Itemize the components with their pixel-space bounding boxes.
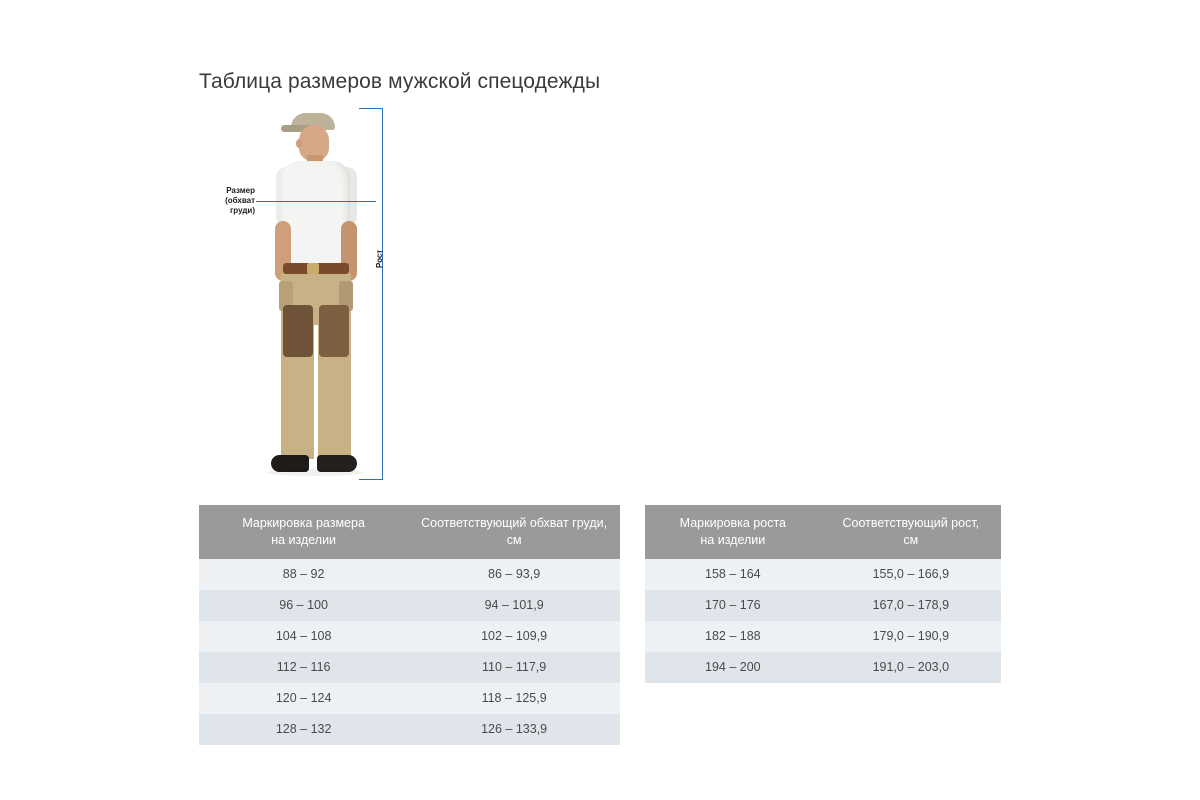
height-table-head bbox=[645, 505, 1001, 559]
chest-measurement-label bbox=[199, 186, 255, 216]
table-row bbox=[199, 652, 620, 683]
header-line-2: на изделии bbox=[271, 533, 337, 547]
cell-marking: 194 – 200 bbox=[645, 652, 821, 683]
table-row bbox=[199, 590, 620, 621]
cell-value: 167,0 – 178,9 bbox=[821, 590, 1001, 621]
height-table-body bbox=[645, 559, 1001, 683]
header-line-2: см bbox=[506, 533, 522, 547]
cell-value: 179,0 – 190,9 bbox=[821, 621, 1001, 652]
cell-marking: 128 – 132 bbox=[199, 714, 408, 745]
cell-value: 102 – 109,9 bbox=[408, 621, 620, 652]
tshirt-shape bbox=[282, 161, 350, 269]
belt-buckle-shape bbox=[307, 263, 319, 274]
height-top-tick bbox=[359, 108, 383, 109]
cell-value: 86 – 93,9 bbox=[408, 559, 620, 590]
table-row bbox=[199, 714, 620, 745]
table-row bbox=[645, 559, 1001, 590]
ear-shape bbox=[296, 139, 302, 148]
header-line-2: на изделии bbox=[700, 533, 766, 547]
chest-label-line-1: Размер bbox=[226, 186, 255, 195]
measurement-figure bbox=[199, 100, 619, 490]
header-line-1: Соответствующий рост, bbox=[842, 516, 980, 530]
table-row bbox=[199, 621, 620, 652]
table-row bbox=[199, 559, 620, 590]
page-title: Таблица размеров мужской спецодежды bbox=[199, 70, 601, 94]
cell-value: 118 – 125,9 bbox=[408, 683, 620, 714]
worker-photo bbox=[255, 105, 375, 485]
right-knee-pad-shape bbox=[319, 305, 349, 357]
cell-marking: 88 – 92 bbox=[199, 559, 408, 590]
chest-measurement-line bbox=[256, 201, 376, 202]
cell-marking: 120 – 124 bbox=[199, 683, 408, 714]
header-line-1: Соответствующий обхват груди, bbox=[421, 516, 608, 530]
header-line-2: см bbox=[903, 533, 919, 547]
left-knee-pad-shape bbox=[283, 305, 313, 357]
cell-value: 110 – 117,9 bbox=[408, 652, 620, 683]
chest-size-table bbox=[199, 505, 620, 745]
cell-marking: 158 – 164 bbox=[645, 559, 821, 590]
height-size-table bbox=[645, 505, 1001, 683]
height-table-header-marking bbox=[645, 505, 821, 559]
chest-table-header-value bbox=[408, 505, 620, 559]
height-measurement-label: Рост bbox=[375, 249, 384, 268]
table-row bbox=[199, 683, 620, 714]
cell-value: 126 – 133,9 bbox=[408, 714, 620, 745]
table-header-row bbox=[199, 505, 620, 559]
header-line-1: Маркировка роста bbox=[679, 516, 786, 530]
height-table-header-value bbox=[821, 505, 1001, 559]
height-measurement-line bbox=[382, 108, 383, 480]
chest-label-line-2: (обхват bbox=[225, 196, 255, 205]
cell-marking: 104 – 108 bbox=[199, 621, 408, 652]
table-row bbox=[645, 590, 1001, 621]
cell-value: 94 – 101,9 bbox=[408, 590, 620, 621]
cell-marking: 170 – 176 bbox=[645, 590, 821, 621]
cell-marking: 96 – 100 bbox=[199, 590, 408, 621]
height-bottom-tick bbox=[359, 479, 383, 480]
cell-value: 191,0 – 203,0 bbox=[821, 652, 1001, 683]
chest-table-header-marking bbox=[199, 505, 408, 559]
table-row bbox=[645, 621, 1001, 652]
chest-table-body bbox=[199, 559, 620, 745]
header-line-1: Маркировка размера bbox=[242, 516, 365, 530]
table-header-row bbox=[645, 505, 1001, 559]
table-row bbox=[645, 652, 1001, 683]
cell-marking: 112 – 116 bbox=[199, 652, 408, 683]
chest-table-head bbox=[199, 505, 620, 559]
cell-marking: 182 – 188 bbox=[645, 621, 821, 652]
cell-value: 155,0 – 166,9 bbox=[821, 559, 1001, 590]
floor-shadow bbox=[267, 469, 363, 476]
chest-label-line-3: груди) bbox=[229, 206, 255, 215]
